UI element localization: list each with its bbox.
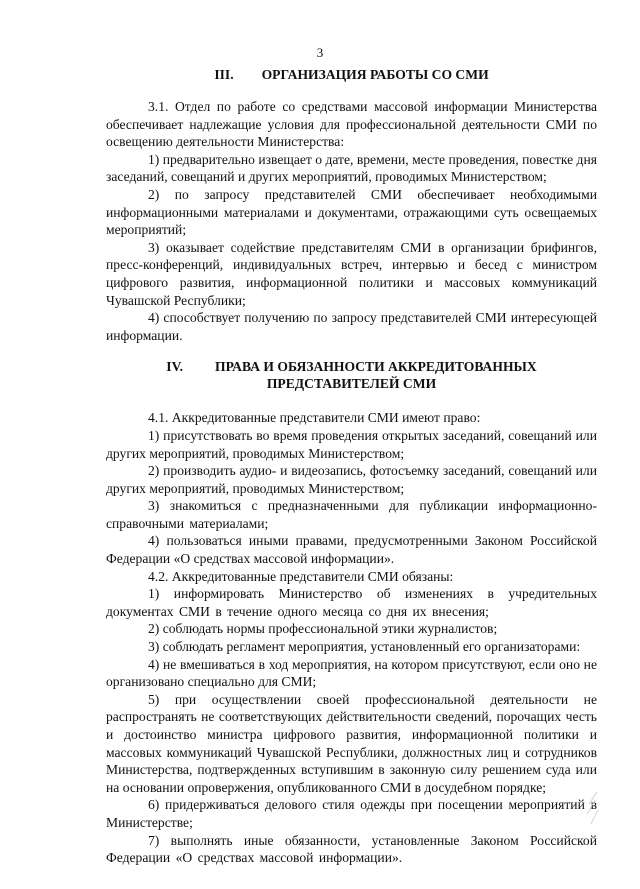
page-number: 3 [316, 45, 324, 60]
paragraph-4-1-item-1: 1) присутствовать во время проведения открытых заседаний, совещаний или других мероприятий, проводимых Министерством; [106, 427, 597, 461]
paragraph-4-1-item-3: 3) знакомиться с предназначенными для публикации информационно-справочными материалами; [106, 498, 597, 531]
paragraph-4-1: 4.1. Аккредитованные представители СМИ имеют право: [148, 410, 481, 426]
paragraph-3-1-item-1: 1) предварительно извещает о дате, времени, месте проведения, повестке дня заседаний, совещаний и других мероприятий, проводимых Министерством; [106, 151, 597, 185]
paragraph-4-2-item-2: 2) соблюдать нормы профессиональной этики журналистов; [148, 621, 498, 637]
paragraph-3-1: 3.1. Отдел по работе со средствами массовой информации Министерства обеспечивает надлежащие условия для профессиональной деятельности СМИ по освещению деятельности Министерства: [106, 99, 597, 150]
paragraph-4-1-item-2: 2) производить аудио- и видеозапись, фотосъемку заседаний, совещаний или других мероприятий, проводимых Министерством; [106, 463, 597, 496]
paragraph-4-2-item-5: 5) при осуществлении своей профессиональной деятельности не распространять не соответствующих действительности сведений, порочащих честь и достоинство министра цифрового развития, информационной политики и массовых коммуникаций Чувашской Республики, должностных лиц и сотрудников Министерства, подтвержденных вступившим в законную силу решением суда или на основании опровержения, опубликованного СМИ в досудебном порядке; [106, 691, 597, 795]
section-4-title-line-1: ПРАВА И ОБЯЗАННОСТИ АККРЕДИТОВАННЫХ [215, 359, 537, 375]
section-3-title: ОРГАНИЗАЦИЯ РАБОТЫ СО СМИ [261, 67, 489, 82]
paragraph-3-1-item-4: 4) способствует получению по запросу представителей СМИ интересующей информации. [106, 310, 597, 343]
document-body [106, 66, 597, 867]
section-4-heading [106, 358, 597, 392]
paragraph-4-2-item-1: 1) информировать Министерство об изменениях в учредительных документах СМИ в течение одного месяца со дня их внесения; [106, 586, 597, 619]
section-4-number: IV. [166, 359, 184, 375]
paragraph-4-2-item-3: 3) соблюдать регламент мероприятия, установленный его организаторами: [148, 639, 581, 655]
paragraph-4-2-item-7: 7) выполнять иные обязанности, установленные Законом Российской Федерации «О средствах массовой информации». [106, 832, 597, 866]
paragraph-3-1-item-2: 2) по запросу представителей СМИ обеспечивает необходимыми информационными материалами и документами, отражающими суть освещаемых мероприятий; [106, 186, 597, 238]
paragraph-3-1-item-3: 3) оказывает содействие представителям СМИ в организации брифингов, пресс-конференций, индивидуальных встреч, интервью и бесед с министром цифрового развития, информационной политики и массовых коммуникаций Чувашской Республики; [106, 239, 597, 308]
section-4-title-line-2: ПРЕДСТАВИТЕЛЕЙ СМИ [266, 376, 437, 392]
paragraph-4-1-item-4: 4) пользоваться иными правами, предусмотренными Законом Российской Федерации «О средствах массовой информации». [106, 533, 597, 567]
section-3-heading [106, 66, 597, 83]
paragraph-4-2-item-4: 4) не вмешиваться в ход мероприятия, на котором присутствуют, если оно не организовано специально для СМИ; [106, 656, 597, 690]
paragraph-4-2-item-6: 6) придерживаться делового стиля одежды при посещении мероприятий в Министерстве; [106, 797, 597, 830]
pencil-mark [583, 790, 601, 830]
paragraph-4-2: 4.2. Аккредитованные представители СМИ обязаны: [148, 568, 454, 584]
section-3-number: III. [214, 67, 234, 82]
